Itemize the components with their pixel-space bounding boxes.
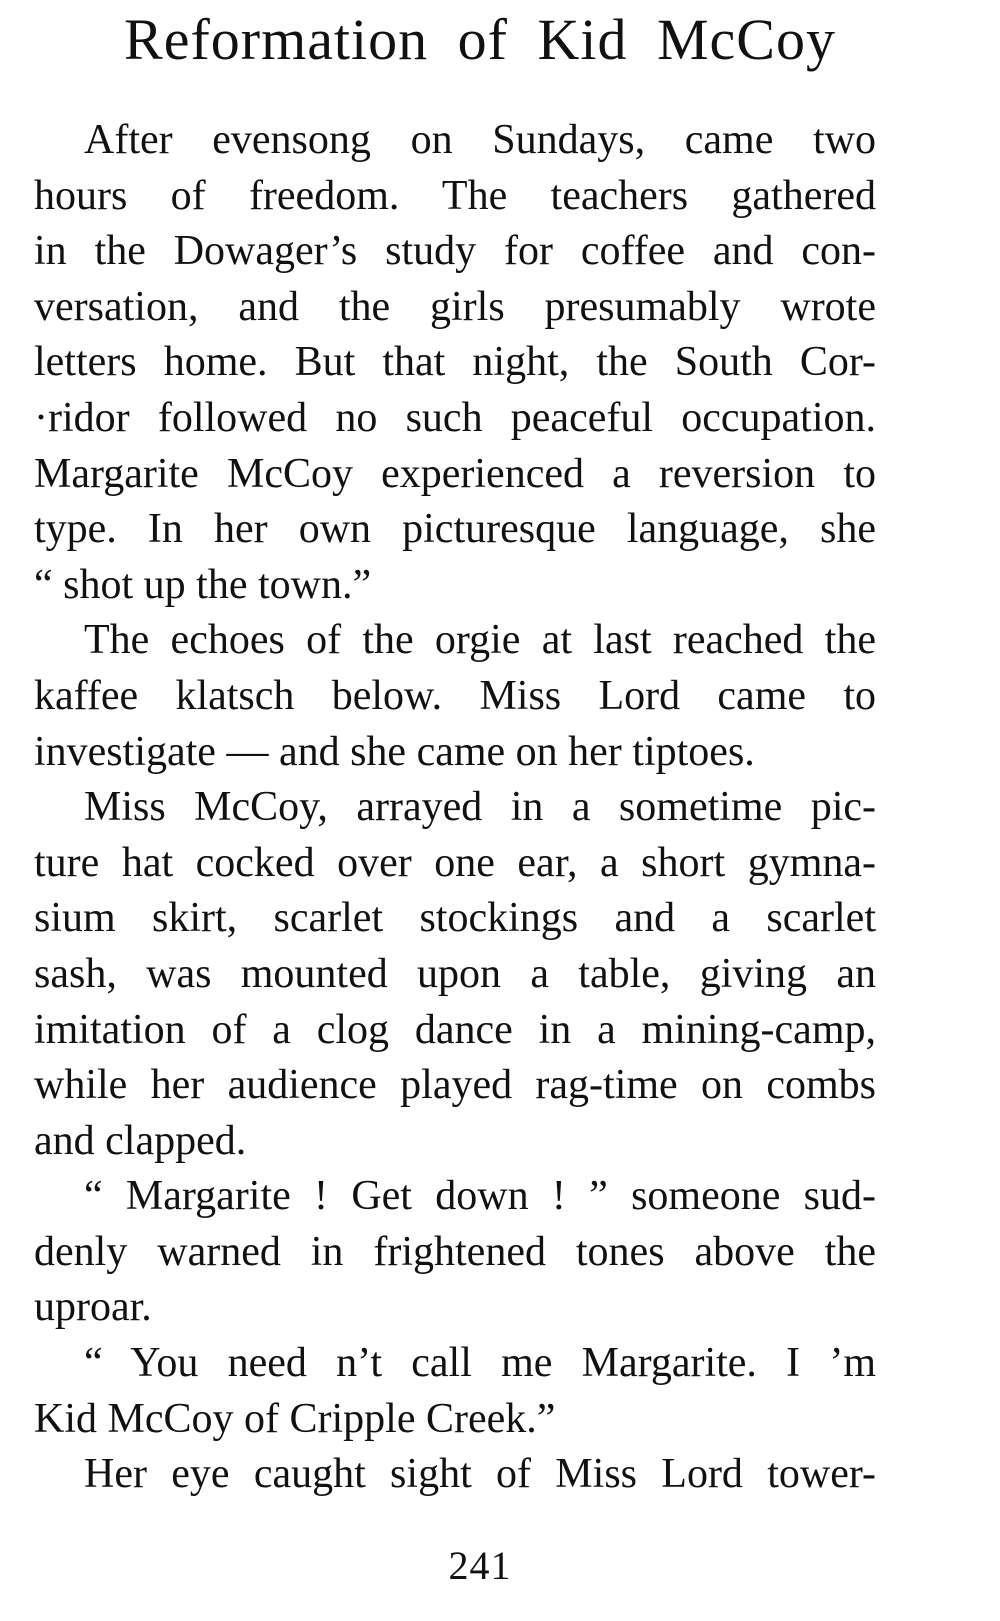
- text-line: imitation of a clog dance in a mining-camp,: [34, 1006, 876, 1053]
- text-line: and clapped.: [34, 1117, 247, 1164]
- text-line: Miss McCoy, arrayed in a sometime pic-: [84, 784, 876, 831]
- text-line: After evensong on Sundays, came two: [84, 117, 876, 163]
- text-line: ·ridor followed no such peaceful occupation.: [34, 394, 876, 441]
- text-line: kaffee klatsch below. Miss Lord came to: [34, 672, 876, 719]
- text-line: “ Margarite ! Get down ! ” someone sud-: [84, 1173, 876, 1220]
- text-line: while her audience played rag-time on combs: [34, 1062, 876, 1109]
- text-line: “ You need n’t call me Margarite. I ’m: [84, 1340, 876, 1387]
- body-text: [34, 113, 876, 1503]
- text-line: sium skirt, scarlet stockings and a scarlet: [34, 895, 876, 942]
- text-line: sash, was mounted upon a table, giving an: [34, 950, 876, 997]
- text-line: Kid McCoy of Cripple Creek.”: [34, 1395, 556, 1442]
- running-head: Reformation of Kid McCoy: [124, 7, 836, 72]
- text-line: uproar.: [34, 1284, 152, 1331]
- text-line: Her eye caught sight of Miss Lord tower-: [84, 1451, 876, 1498]
- text-line: hours of freedom. The teachers gathered: [34, 172, 876, 219]
- text-line: letters home. But that night, the South Cor-: [34, 339, 876, 386]
- text-line: “ shot up the town.”: [34, 561, 372, 608]
- text-line: Margarite McCoy experienced a reversion to: [34, 450, 876, 497]
- text-line: investigate — and she came on her tiptoes.: [34, 728, 755, 775]
- text-line: The echoes of the orgie at last reached the: [84, 617, 876, 664]
- text-line: type. In her own picturesque language, she: [34, 506, 876, 553]
- page-number: 241: [448, 1543, 512, 1588]
- text-line: versation, and the girls presumably wrote: [34, 283, 876, 330]
- text-line: denly warned in frightened tones above the: [34, 1228, 876, 1275]
- text-line: in the Dowager’s study for coffee and con-: [34, 228, 876, 275]
- text-line: ture hat cocked over one ear, a short gymna-: [34, 839, 876, 886]
